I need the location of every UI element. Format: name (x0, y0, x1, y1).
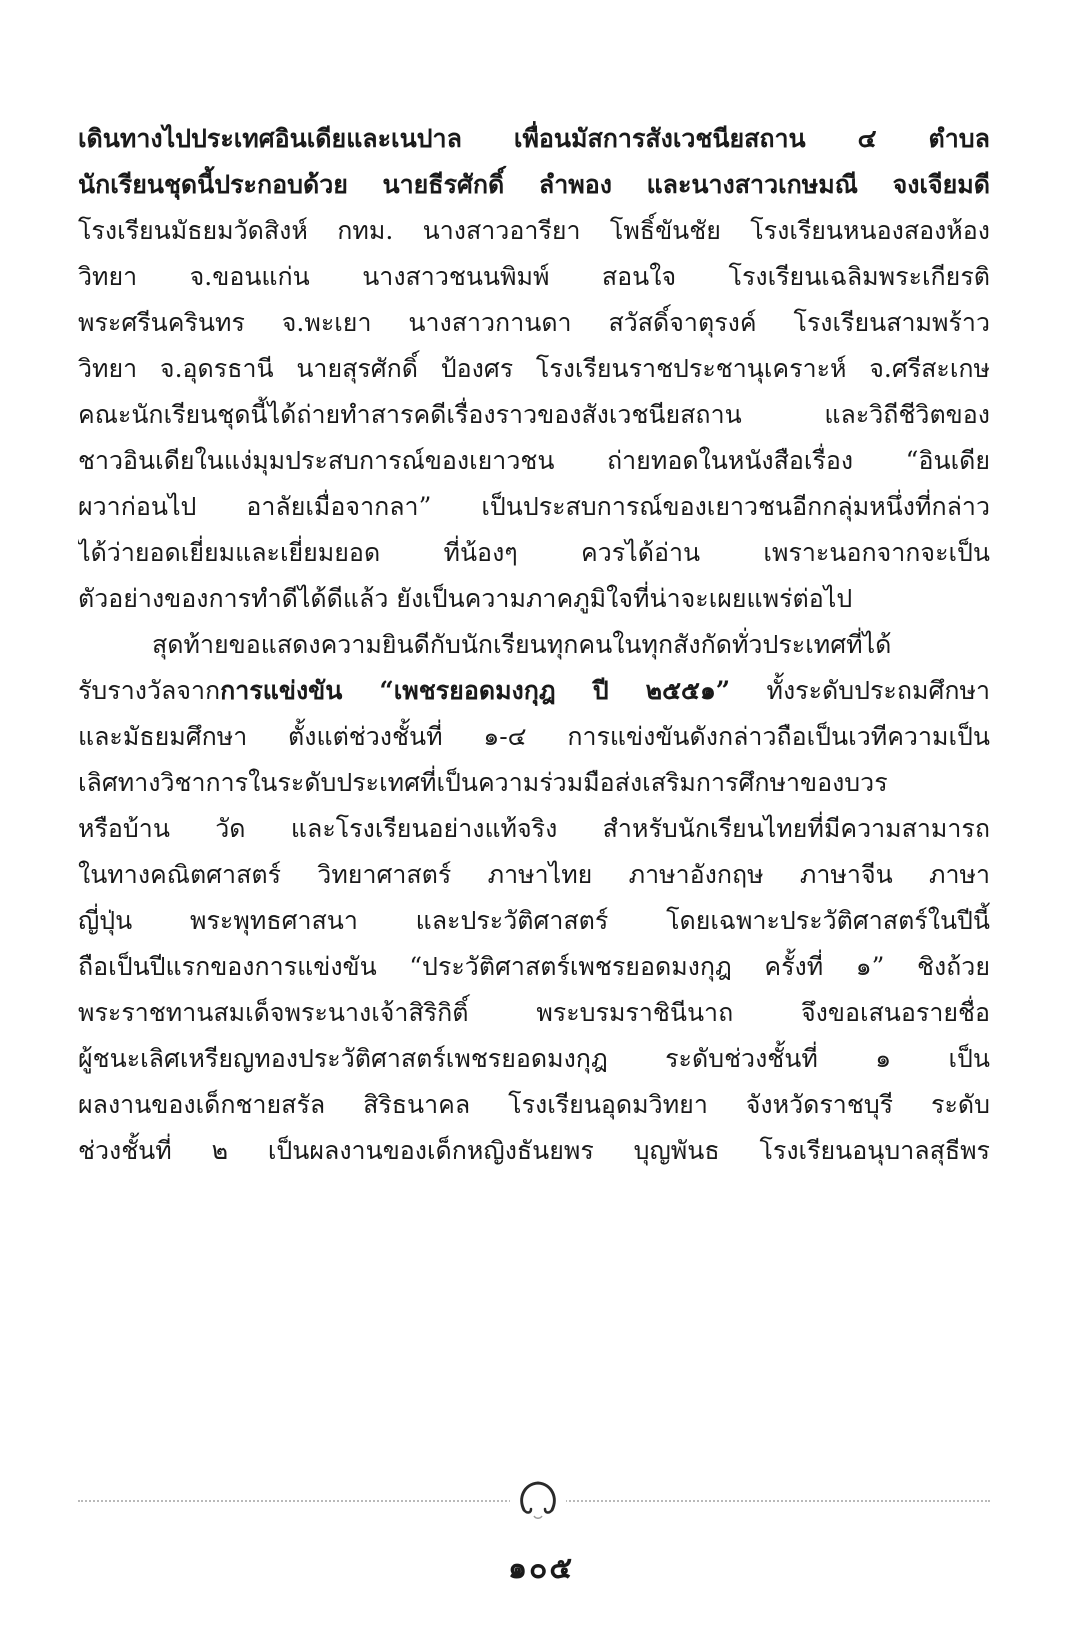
text-line: วิทยา จ.ขอนแก่น นางสาวชนนพิมพ์ สอนใจ โรงเรียนเฉลิมพระเกียรติ (78, 262, 990, 291)
text-line: ผวาก่อนไป อาลัยเมื่อจากลา” เป็นประสบการณ์ของเยาวชนอีกกลุ่มหนึ่งที่กล่าว (78, 492, 990, 521)
paragraph-1 (78, 116, 990, 622)
text-line: ผลงานของเด็กชายสรัล สิริธนาคล โรงเรียนอุดมวิทยา จังหวัดราชบุรี ระดับ (78, 1090, 990, 1119)
text-line: ชาวอินเดียในแง่มุมประสบการณ์ของเยาวชน ถ่ายทอดในหนังสือเรื่อง “อินเดีย (78, 446, 990, 475)
text-line: ญี่ปุ่น พระพุทธศาสนา และประวัติศาสตร์ โดยเฉพาะประวัติศาสตร์ในปีนี้ (78, 906, 990, 935)
page-number: ๑๐๕ (507, 1551, 575, 1586)
text-line: ได้ว่ายอดเยี่ยมและเยี่ยมยอด ที่น้องๆ ควรได้อ่าน เพราะนอกจากจะเป็น (78, 538, 990, 567)
text-line: คณะนักเรียนชุดนี้ได้ถ่ายทำสารคดีเรื่องราวของสังเวชนียสถาน และวิถีชีวิตของ (78, 400, 990, 429)
text-line: เดินทางไปประเทศอินเดียและเนปาล เพื่อนมัสการสังเวชนียสถาน ๔ ตำบล (78, 124, 990, 153)
text-line: โรงเรียนมัธยมวัดสิงห์ กทม. นางสาวอารียา โพธิ์ขันชัย โรงเรียนหนองสองห้อง (78, 216, 990, 245)
text-line: สุดท้ายขอแสดงความยินดีกับนักเรียนทุกคนในทุกสังกัดทั่วประเทศที่ได้ (152, 630, 892, 659)
text-line: ผู้ชนะเลิศเหรียญทองประวัติศาสตร์เพชรยอดมงกุฎ ระดับช่วงชั้นที่ ๑ เป็น (78, 1044, 990, 1073)
text-line (78, 162, 990, 208)
text-line (78, 668, 990, 714)
text-span: รับรางวัลจาก (78, 676, 221, 705)
text-line: หรือบ้าน วัด และโรงเรียนอย่างแท้จริง สำหรับนักเรียนไทยที่มีความสามารถ (78, 814, 990, 843)
text-line: ถือเป็นปีแรกของการแข่งขัน “ประวัติศาสตร์เพชรยอดมงกุฎ ครั้งที่ ๑” ชิงถ้วย (78, 952, 990, 981)
text-line: ช่วงชั้นที่ ๒ เป็นผลงานของเด็กหญิงธันยพร บุญพันธ โรงเรียนอนุบาลสุธีพร (78, 1136, 990, 1165)
text-line: และมัธยมศึกษา ตั้งแต่ช่วงชั้นที่ ๑-๔ การแข่งขันดังกล่าวถือเป็นเวทีความเป็น (78, 722, 990, 751)
text-line: ในทางคณิตศาสตร์ วิทยาศาสตร์ ภาษาไทย ภาษาอังกฤษ ภาษาจีน ภาษา (78, 860, 990, 889)
swirl-ornament-icon-graphic (510, 1472, 566, 1528)
swirl-ornament-icon (510, 1472, 566, 1528)
paragraph-2 (78, 622, 990, 1174)
text-line: ตัวอย่างของการทำดีได้ดีแล้ว ยังเป็นความภาคภูมิใจที่น่าจะเผยแพร่ต่อไป (78, 584, 853, 613)
text-line: พระศรีนครินทร จ.พะเยา นางสาวกานดา สวัสดิ์จาตุรงค์ โรงเรียนสามพร้าว (78, 308, 990, 337)
text-line-bold-part: นักเรียนชุดนี้ประกอบด้วย นายธีรศักดิ์ ลำพอง และนางสาวเกษมณี จงเจียมดี (78, 170, 990, 199)
competition-title: การแข่งขัน “เพชรยอดมงกุฎ ปี ๒๕๕๑” (220, 676, 731, 705)
body-text (78, 116, 990, 1174)
text-span: ทั้งระดับประถมศึกษา (730, 676, 990, 705)
text-line: วิทยา จ.อุดรธานี นายสุรศักดิ์ ป้องศร โรงเรียนราชประชานุเคราะห์ จ.ศรีสะเกษ (78, 354, 990, 383)
text-line: พระราชทานสมเด็จพระนางเจ้าสิริกิติ์ พระบรมราชินีนาถ จึงขอเสนอรายชื่อ (78, 998, 990, 1027)
text-line: เลิศทางวิชาการในระดับประเทศที่เป็นความร่วมมือส่งเสริมการศึกษาของบวร (78, 768, 888, 797)
